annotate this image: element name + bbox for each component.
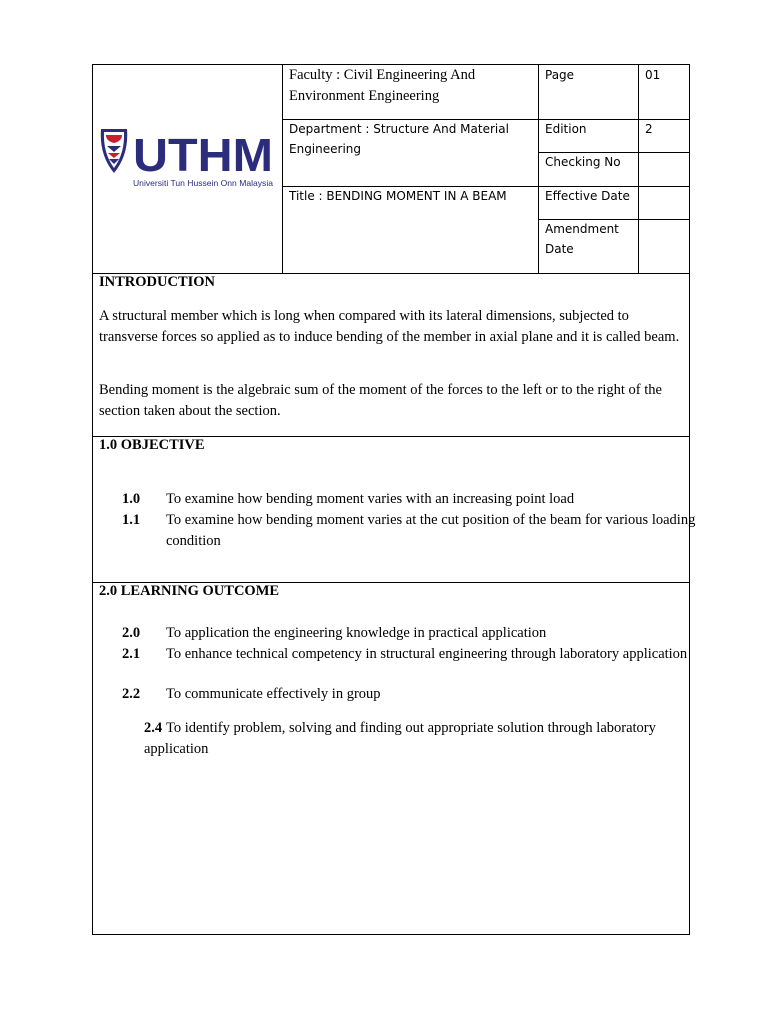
department-text: Department : Structure And Material Engineering	[289, 122, 509, 156]
uthm-logo	[97, 125, 277, 205]
document-frame	[92, 64, 696, 935]
introduction-heading: INTRODUCTION	[99, 274, 216, 290]
outcome-item-number: 2.4	[144, 720, 163, 736]
outcome-item-number: 2.0	[122, 625, 141, 641]
objective-item-number: 1.0	[122, 491, 141, 507]
header-divider	[282, 65, 283, 273]
edition-label: Edition	[545, 122, 587, 136]
introduction-para-2: Bending moment is the algebraic sum of the moment of the forces to the left or to the right of the section taken about the section.	[99, 382, 662, 419]
header-divider	[538, 65, 539, 273]
outcome-item-number: 2.1	[122, 646, 141, 662]
outcome-item-text: To communicate effectively in group	[166, 686, 381, 702]
objective-section	[93, 436, 696, 582]
objective-heading: 1.0 OBJECTIVE	[99, 437, 205, 453]
learning-outcome-heading: 2.0 LEARNING OUTCOME	[99, 583, 280, 599]
logo-subtitle: Universiti Tun Hussein Onn Malaysia	[133, 178, 274, 188]
objective-item-text: To examine how bending moment varies at the cut position of the beam for various loading condition	[166, 512, 696, 549]
outcome-item-text: To enhance technical competency in structural engineering through laboratory application	[166, 646, 688, 662]
header-divider	[638, 65, 639, 273]
learning-outcome-section	[93, 582, 689, 934]
logo-wordmark: UTHM	[133, 129, 273, 181]
uthm-crest-icon	[97, 125, 277, 205]
outcome-item	[144, 718, 674, 760]
amendment-label: Amendment Date	[545, 222, 619, 256]
title-text: Title : BENDING MOMENT IN A BEAM	[289, 189, 507, 203]
page-label: Page	[545, 68, 575, 82]
outcome-item-number: 2.2	[122, 686, 141, 702]
checking-label: Checking No	[545, 155, 621, 169]
outcome-item-text: To application the engineering knowledge in practical application	[166, 625, 547, 641]
faculty-cell	[289, 65, 535, 107]
page-value: 01	[645, 68, 661, 82]
introduction-section	[93, 273, 689, 436]
title-cell	[289, 186, 535, 206]
outcome-item-text: To identify problem, solving and finding out appropriate solution through laboratory application	[144, 720, 656, 757]
objective-item-text: To examine how bending moment varies with an increasing point load	[166, 491, 575, 507]
edition-value: 2	[645, 122, 653, 136]
outcome-item	[122, 684, 696, 705]
outcome-item	[122, 623, 696, 644]
department-cell	[289, 119, 535, 159]
objective-item-number: 1.1	[122, 512, 141, 528]
effective-label: Effective Date	[545, 189, 630, 203]
faculty-text: Faculty : Civil Engineering And Environment Engineering	[289, 67, 476, 104]
objective-item	[122, 489, 696, 510]
header-table	[93, 65, 689, 273]
introduction-para-1: A structural member which is long when compared with its lateral dimensions, subjected to transverse forces so applied as to induce bending of the member in axial plane and it is called beam.	[99, 308, 680, 345]
outcome-item	[122, 644, 696, 665]
objective-item	[122, 510, 696, 552]
